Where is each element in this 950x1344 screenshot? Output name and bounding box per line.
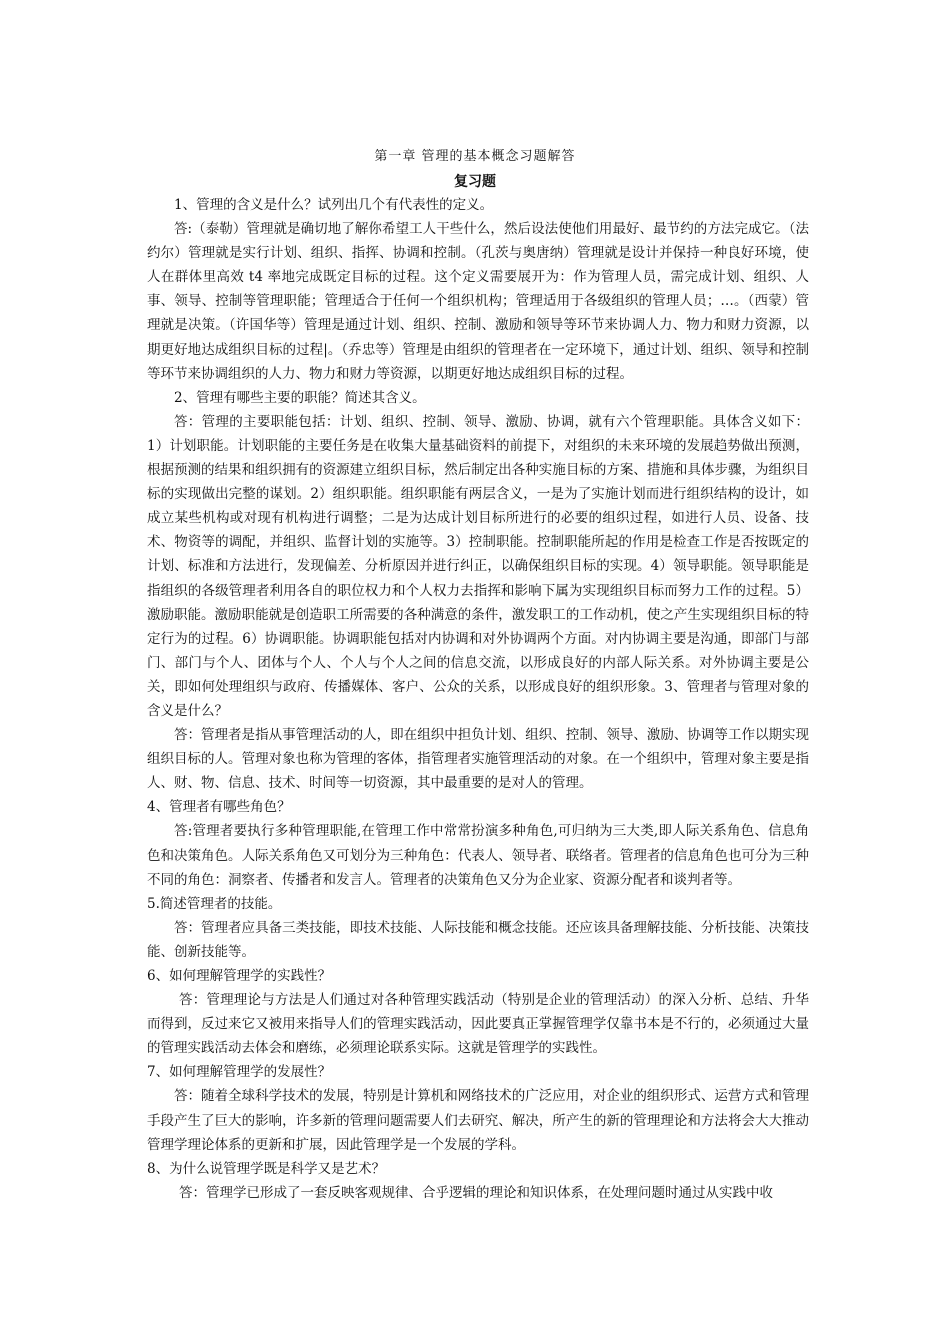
paragraph: 6、如何理解管理学的实践性？ — [147, 968, 332, 984]
paragraph: 7、如何理解管理学的发展性？ — [147, 1064, 332, 1081]
paragraph: 答：管理学已形成了一套反映客观规律、合乎逻辑的理论和知识体系，在处理问题时通过从实践中收 — [179, 1184, 773, 1201]
paragraph: 答：随着全球科学技术的发展，特别是计算机和网络技术的广泛应用，对企业的组织形式、运营方式和管理手段产生了巨大的影响，许多新的管理问题需要人们去研究、解决，所产生的新的管理理论和方法将会大大推动管理学理论体系的更新和扩展，因此管理学是一个发展的学科。 — [147, 1088, 809, 1153]
paragraph: 答：管理的主要职能包括：计划、组织、控制、领导、激励、协调，就有六个管理职能。具体含义如下：1）计划职能。计划职能的主要任务是在收集大量基础资料的前提下，对组织的未来环境的发展趋势做出预测，根据预测的结果和组织拥有的资源建立组织目标，然后制定出各种实施目标的方案、措施和具体步骤，为组织目标的实现做出完整的谋划。2）组织职能。组织职能有两层含义，一是为了实施计划而进行组织结构的设计，如成立某些机构或对现有机构进行调整；二是为达成计划目标所进行的必要的组织过程，如进行人员、设备、技术、物资等的调配，并组织、监督计划的实施等。3）控制职能。控制职能所起的作用是检查工作是否按既定的计划、标准和方法进行，发现偏差、分析原因并进行纠正，以确保组织目标的实现。4）领导职能。领导职能是指组织的各级管理者利用各自的职位权力和个人权力去指挥和影响下属为实现组织目标而努力工作的过程。5）激励职能。激励职能就是创造职工所需要的各种满意的条件，激发职工的工作动机，使之产生实现组织目标的特定行为的过程。6）协调职能。协调职能包括对内协调和对外协调两个方面。对内协调主要是沟通，即部门与部门、部门与个人、团体与个人、个人与个人之间的信息交流，以形成良好的内部人际关系。对外协调主要是公关，即如何处理组织与政府、传播媒体、客户、公众的关系，以形成良好的组织形象。3、管理者与管理对象的含义是什么？ — [147, 413, 809, 719]
paragraph: 答：管理者应具备三类技能，即技术技能、人际技能和概念技能。还应该具备理解技能、分析技能、决策技能、创新技能等。 — [147, 919, 809, 960]
paragraph: 答:管理者要执行多种管理职能,在管理工作中常常扮演多种角色,可归纳为三大类,即人际关系角色、信息角色和决策角色。人际关系角色又可划分为三种角色：代表人、领导者、联络者。管理者的信息角色也可分为三种不同的角色：洞察者、传播者和发言人。管理者的决策角色又分为企业家、资源分配者和谈判者等。 — [147, 823, 809, 888]
paragraph: 答：管理者是指从事管理活动的人，即在组织中担负计划、组织、控制、领导、激励、协调等工作以期实现组织目标的人。管理对象也称为管理的客体，指管理者实施管理活动的对象。在一个组织中，管理对象主要是指人、财、物、信息、技术、时间等一切资源，其中最重要的是对人的管理。 — [147, 727, 809, 792]
section-title: 复习题 — [454, 174, 496, 190]
chapter-title: 第一章 管理的基本概念习题解答 — [374, 149, 576, 164]
paragraph: 8、为什么说管理学既是科学又是艺术？ — [147, 1160, 386, 1177]
paragraph: 答：管理理论与方法是人们通过对各种管理实践活动（特别是企业的管理活动）的深入分析、总结、升华而得到，反过来它又被用来指导人们的管理实践活动，因此要真正掌握管理学仅靠书本是不行的，必须通过大量的管理实践活动去体会和磨练，必须理论联系实际。这就是管理学的实践性。 — [147, 992, 809, 1057]
document-body — [147, 193, 809, 1205]
paragraph: 1、管理的含义是什么？试列出几个有代表性的定义。 — [174, 197, 494, 213]
paragraph: 4、管理者有哪些角色？ — [147, 799, 291, 816]
paragraph: 5.简述管理者的技能。 — [147, 895, 282, 912]
paragraph: 2、管理有哪些主要的职能？简述其含义。 — [174, 389, 426, 406]
paragraph: 答:（泰勒）管理就是确切地了解你希望工人干些什么，然后设法使他们用最好、最节约的方法完成它。（法约尔）管理就是实行计划、组织、指挥、协调和控制。（孔茨与奥唐纳）管理就是设计并保持一种良好环境，使人在群体里高效 t4 率地完成既定目标的过程。这个定义需要展开为：作为管理人员，需完成计划、组织、人事、领导、控制等管理职能；管理适合于任何一个组织机构；管理适用于各级组织的管理人员；…。（西蒙）管理就是决策。（许国华等）管理是通过计划、组织、控制、激励和领导等环节来协调人力、物力和财力资源，以期更好地达成组织目标的过程|。（乔忠等）管理是由组织的管理者在一定环境下，通过计划、组织、领导和控制等环节来协调组织的人力、物力和财力等资源，以期更好地达成组织目标的过程。 — [147, 221, 810, 382]
